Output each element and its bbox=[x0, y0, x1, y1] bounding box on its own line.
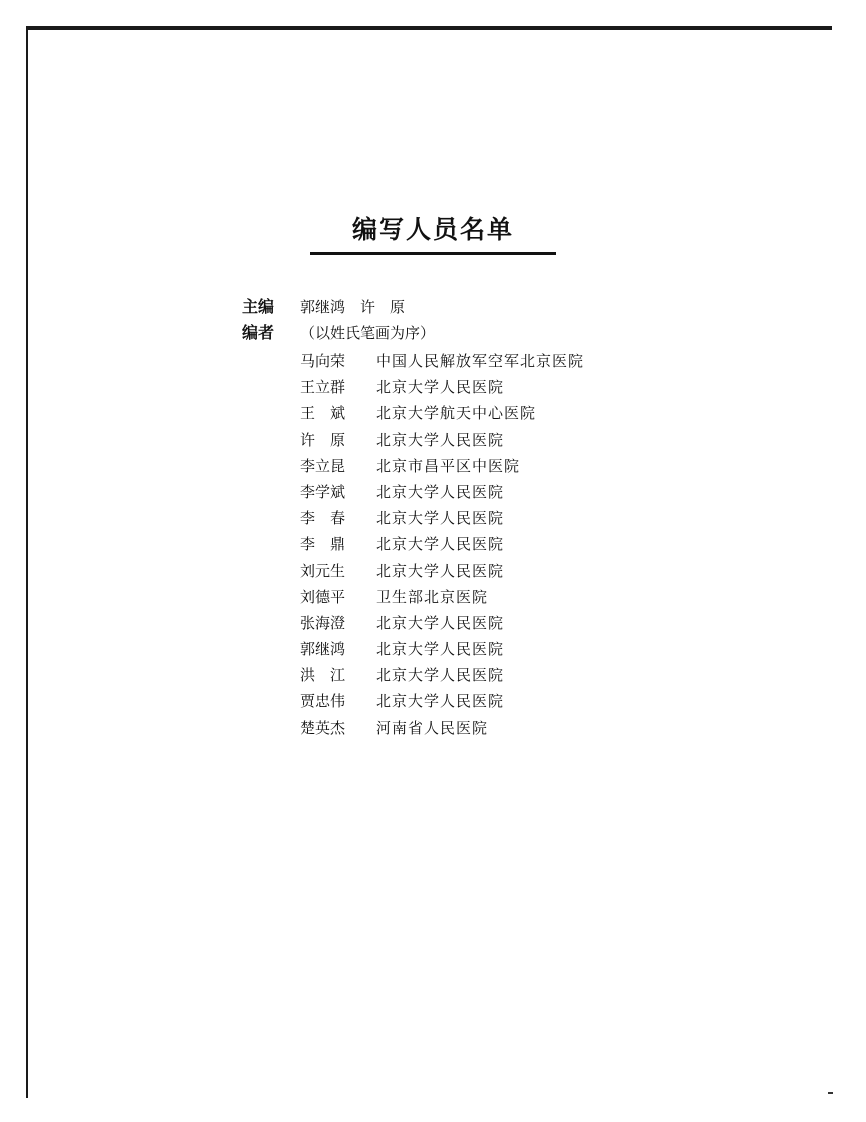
editor-name: 贾忠伟 bbox=[300, 692, 346, 711]
chief-editor-names: 郭继鸿 许 原 bbox=[300, 298, 406, 316]
editor-affiliation: 北京大学航天中心医院 bbox=[376, 404, 537, 423]
list-item bbox=[300, 636, 584, 662]
editor-name: 楚英杰 bbox=[300, 718, 346, 737]
editor-affiliation: 北京大学人民医院 bbox=[376, 535, 505, 554]
editor-name: 王 斌 bbox=[300, 404, 346, 423]
editor-affiliation: 北京大学人民医院 bbox=[376, 561, 505, 580]
scan-mark bbox=[828, 1092, 833, 1094]
editor-affiliation: 北京大学人民医院 bbox=[376, 509, 505, 528]
editor-affiliation: 北京大学人民医院 bbox=[376, 482, 505, 501]
editor-affiliation: 北京市昌平区中医院 bbox=[376, 456, 521, 475]
list-item bbox=[300, 558, 584, 584]
editor-affiliation: 北京大学人民医院 bbox=[376, 640, 505, 659]
list-item bbox=[300, 584, 584, 610]
editor-name: 刘元生 bbox=[300, 561, 346, 580]
editor-affiliation: 北京大学人民医院 bbox=[376, 378, 505, 397]
list-item bbox=[300, 715, 584, 741]
list-item bbox=[300, 610, 584, 636]
editor-name: 洪 江 bbox=[300, 666, 346, 685]
page-border-top bbox=[26, 26, 832, 30]
editor-name: 马向荣 bbox=[300, 352, 346, 370]
editor-name: 李 鼎 bbox=[300, 535, 346, 554]
editor-name: 刘德平 bbox=[300, 587, 346, 606]
editor-affiliation: 中国人民解放军空军北京医院 bbox=[376, 352, 585, 370]
list-item bbox=[300, 688, 584, 714]
chief-editor-label: 主编 bbox=[242, 297, 275, 316]
page-border-left bbox=[26, 26, 28, 1098]
editors-order-note: （以姓氏笔画为序） bbox=[300, 324, 436, 342]
editors-line bbox=[242, 322, 435, 344]
editor-name: 王立群 bbox=[300, 378, 346, 397]
list-item bbox=[300, 453, 584, 479]
editor-name: 郭继鸿 bbox=[300, 640, 346, 659]
list-item bbox=[300, 479, 584, 505]
editor-name: 李 春 bbox=[300, 509, 346, 528]
editor-list bbox=[300, 348, 584, 741]
editor-affiliation: 北京大学人民医院 bbox=[376, 613, 505, 632]
editor-affiliation: 北京大学人民医院 bbox=[376, 430, 505, 449]
list-item bbox=[300, 374, 584, 400]
editor-name: 李学斌 bbox=[300, 482, 346, 501]
page-title: 编写人员名单 bbox=[351, 215, 514, 244]
editor-name: 李立昆 bbox=[300, 456, 346, 475]
list-item bbox=[300, 348, 584, 374]
editors-label: 编者 bbox=[242, 323, 275, 342]
editor-affiliation: 北京大学人民医院 bbox=[376, 692, 505, 711]
list-item bbox=[300, 400, 584, 426]
list-item bbox=[300, 505, 584, 531]
editor-affiliation: 卫生部北京医院 bbox=[376, 587, 489, 606]
editor-affiliation: 北京大学人民医院 bbox=[376, 666, 505, 685]
title-underline bbox=[310, 252, 556, 255]
list-item bbox=[300, 427, 584, 453]
list-item bbox=[300, 531, 584, 557]
editor-affiliation: 河南省人民医院 bbox=[376, 718, 489, 737]
list-item bbox=[300, 662, 584, 688]
editor-name: 许 原 bbox=[300, 430, 346, 449]
editor-name: 张海澄 bbox=[300, 613, 346, 632]
chief-editor-line bbox=[242, 296, 405, 318]
